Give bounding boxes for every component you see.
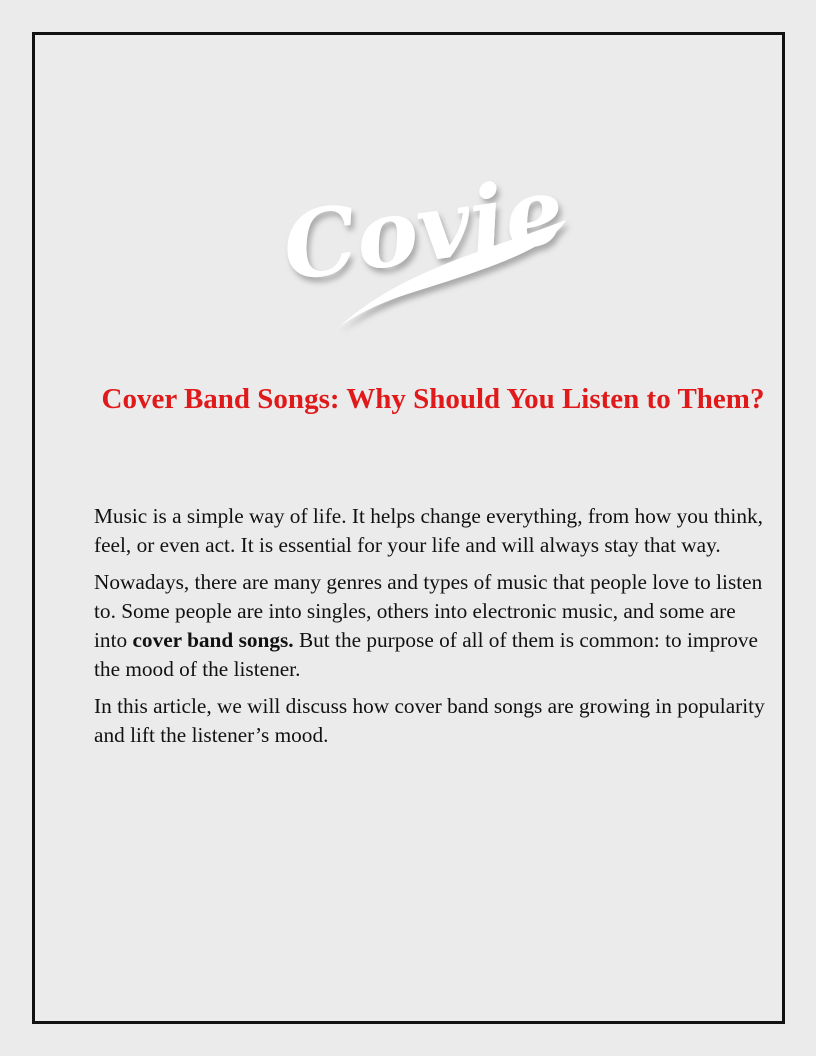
paragraph-genres-text-start: Nowadays, there are many genres and types of music that people love to listen to. Some people are into singles, others into electronic music, and some are into: [94, 570, 763, 652]
paragraph-intro: Music is a simple way of life. It helps change everything, from how you think, feel, or even act. It is essential for your life and will always stay that way.: [94, 504, 763, 557]
cover-band-songs-emphasis: cover band songs.: [132, 628, 294, 652]
article-title: Cover Band Songs: Why Should You Listen to Them?: [101, 383, 765, 415]
article-body: [94, 502, 774, 758]
paragraph-article-purpose: In this article, we will discuss how cover band songs are growing in popularity and lift the listener’s mood.: [94, 694, 765, 747]
paragraph-genres: [94, 568, 774, 684]
logo-wordmark: Covie: [276, 155, 571, 302]
covie-logo: [250, 150, 580, 350]
paragraph-genres-text-end: But the purpose of all of them is common: to improve the mood of the listener.: [94, 628, 758, 681]
